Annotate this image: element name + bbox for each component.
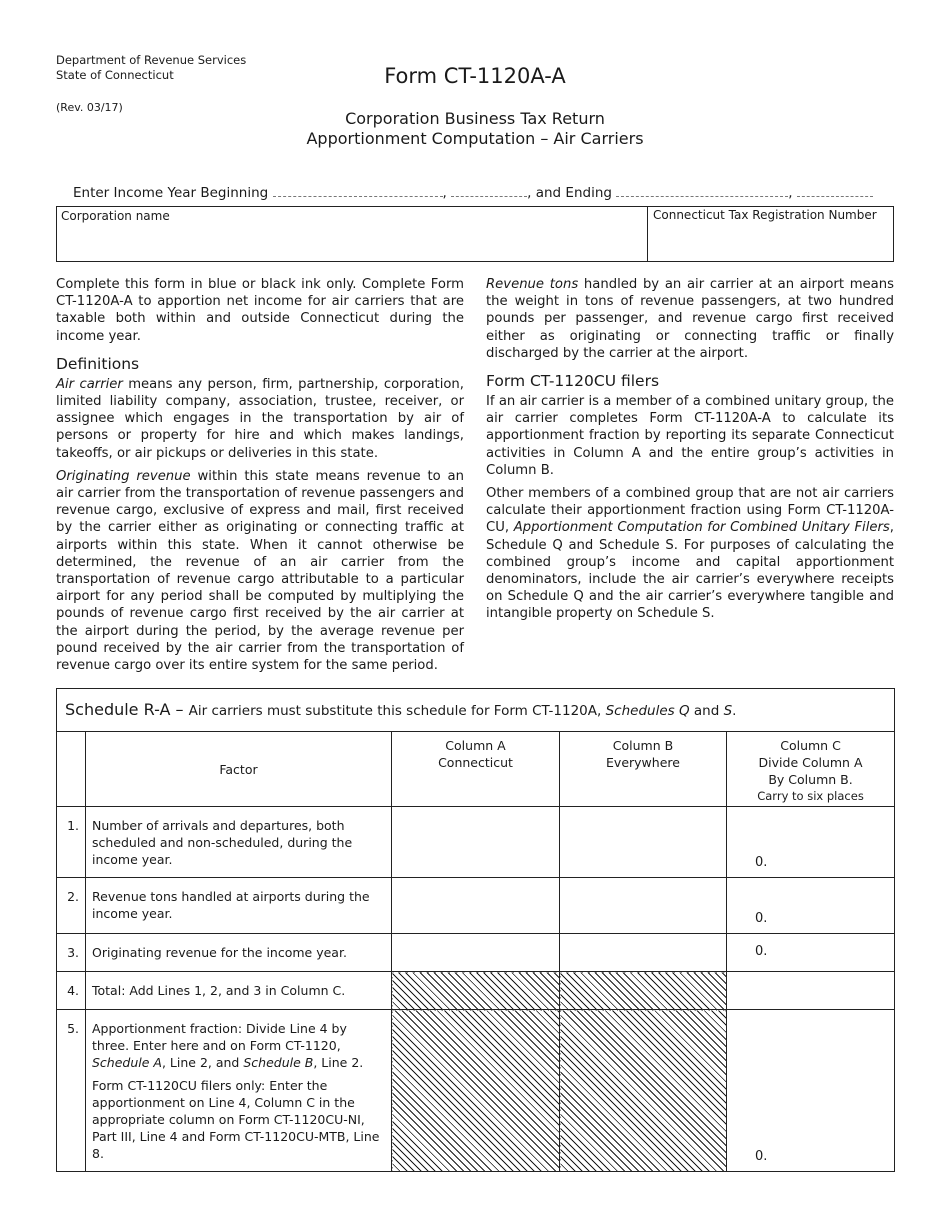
line-description: Number of arrivals and departures, both scheduled and non-scheduled, during the income year.: [86, 807, 392, 878]
form-title: Form CT-1120A-A: [384, 64, 566, 88]
tax-registration-label: Connecticut Tax Registration Number: [653, 208, 877, 222]
line-3-column-b-input[interactable]: [560, 934, 727, 972]
originating-revenue-definition: Originating revenue within this state means revenue to an air carrier from the transportation of revenue passengers and revenue cargo, exclusive of express and mail, first received by the carrier either as originating or connecting traffic at airports within this state. When it cannot otherwise be determined, the revenue of an air carrier from the transportation of revenue cargo attributable to a particular airport for any period shall be computed by multiplying the pounds of revenue cargo first received by the air carrier at the airport during the period, by the average revenue per pound received by the air carrier from the transportation of revenue cargo over its entire system for the same period.: [56, 468, 464, 674]
factor-column-header: Factor: [86, 732, 392, 807]
income-year-line: Enter Income Year Beginning , , and Ending ,: [73, 184, 873, 201]
revenue-tons-definition: Revenue tons handled by an air carrier at an airport means the weight in tons of revenue passengers, at two hundred pounds per passenger, and revenue cargo first received either as originating or connecting traffic or finally discharged by the carrier at the airport.: [486, 277, 894, 361]
tax-registration-field[interactable]: [648, 207, 894, 261]
line-description: Apportionment fraction: Divide Line 4 by three. Enter here and on Form CT-1120, Schedule A, Line 2, and Schedule B, Line 2. Form CT-1120CU filers only: Enter the apportionment on Line 4, Column C in the appropriate column on Form CT-1120CU-NI, Part III, Line 4 and Form CT-1120CU-MTB, Line 8.: [86, 1010, 392, 1172]
cu-filers-heading: Form CT-1120CU filers: [486, 372, 660, 391]
form-subtitle: Corporation Business Tax Return Apportionment Computation – Air Carriers: [306, 109, 644, 148]
definitions-heading: Definitions: [56, 354, 140, 373]
instructions-left-column: [56, 276, 464, 680]
income-year-end-year-input[interactable]: [797, 184, 873, 197]
instructions-right-column: [486, 276, 894, 629]
line-description: Originating revenue for the income year.: [86, 934, 392, 972]
line-5-column-b-shaded: [560, 1010, 727, 1172]
line-4-column-c-input[interactable]: [727, 972, 895, 1010]
line-2-column-a-input[interactable]: [392, 878, 560, 934]
line-number: 3.: [57, 934, 86, 972]
table-row: [57, 1010, 895, 1172]
header-num-cell: [57, 732, 86, 807]
line-4-column-b-shaded: [560, 972, 727, 1010]
schedule-ra: [56, 688, 895, 1172]
cu-filers-paragraph-1: If an air carrier is a member of a combined unitary group, the air carrier completes Form CT-1120A-A to calculate its apportionment fraction by reporting its separate Connecticut activities in Column A and the entire group’s activities in Column B.: [486, 394, 894, 478]
line-number: 4.: [57, 972, 86, 1010]
income-year-end-date-input[interactable]: [616, 184, 788, 197]
line-1-column-a-input[interactable]: [392, 807, 560, 878]
department-name: Department of Revenue Services State of Connecticut: [56, 53, 247, 82]
table-row: [57, 807, 895, 878]
intro-paragraph: Complete this form in blue or black ink only. Complete Form CT-1120A-A to apportion net income for air carriers that are taxable both within and outside Connecticut during the income year.: [56, 277, 464, 344]
column-a-header: Column A Connecticut: [392, 732, 560, 807]
schedule-title-row: Schedule R-A – Air carriers must substitute this schedule for Form CT-1120A, Schedules Q and S.: [57, 689, 895, 732]
revision-date: (Rev. 03/17): [56, 101, 123, 114]
line-5-column-c-input[interactable]: 0.: [727, 1010, 895, 1172]
line-number: 1.: [57, 807, 86, 878]
table-row: [57, 972, 895, 1010]
column-b-header: Column B Everywhere: [560, 732, 727, 807]
schedule-title: Schedule R-A: [65, 699, 171, 719]
line-number: 5.: [57, 1010, 86, 1172]
line-3-column-a-input[interactable]: [392, 934, 560, 972]
table-row: [57, 934, 895, 972]
income-year-begin-year-input[interactable]: [451, 184, 527, 197]
corporation-name-label: Corporation name: [61, 209, 170, 223]
line-4-column-a-shaded: [392, 972, 560, 1010]
line-1-column-b-input[interactable]: [560, 807, 727, 878]
corporation-name-field[interactable]: [56, 206, 648, 262]
table-row: [57, 878, 895, 934]
line-2-column-b-input[interactable]: [560, 878, 727, 934]
cu-filers-paragraph-2: Other members of a combined group that are not air carriers calculate their apportionment fraction using Form CT-1120A-CU, Apportionment Computation for Combined Unitary Filers, Schedule Q and Schedule S. For purposes of calculating the combined group’s income and capital apportionment denominators, include the air carrier’s everywhere receipts on Schedule Q and the air carrier’s everywhere tangible and intangible property on Schedule S.: [486, 486, 894, 622]
air-carrier-definition: Air carrier means any person, firm, partnership, corporation, limited liability company, association, trustee, receiver, or assignee which engages in the transportation by air of persons or property for hire and which makes landings, takeoffs, or air pickups or deliveries in this state.: [56, 376, 464, 461]
line-5-column-a-shaded: [392, 1010, 560, 1172]
line-3-column-c-input[interactable]: 0.: [727, 934, 895, 972]
line-description: Revenue tons handled at airports during the income year.: [86, 878, 392, 934]
column-c-header: Column C Divide Column A By Column B. Carry to six places: [727, 732, 895, 807]
taxpayer-id-box: [56, 206, 894, 262]
line-2-column-c-input[interactable]: 0.: [727, 878, 895, 934]
line-number: 2.: [57, 878, 86, 934]
line-description: Total: Add Lines 1, 2, and 3 in Column C.: [86, 972, 392, 1010]
income-year-begin-date-input[interactable]: [273, 184, 443, 197]
line-1-column-c-input[interactable]: 0.: [727, 807, 895, 878]
